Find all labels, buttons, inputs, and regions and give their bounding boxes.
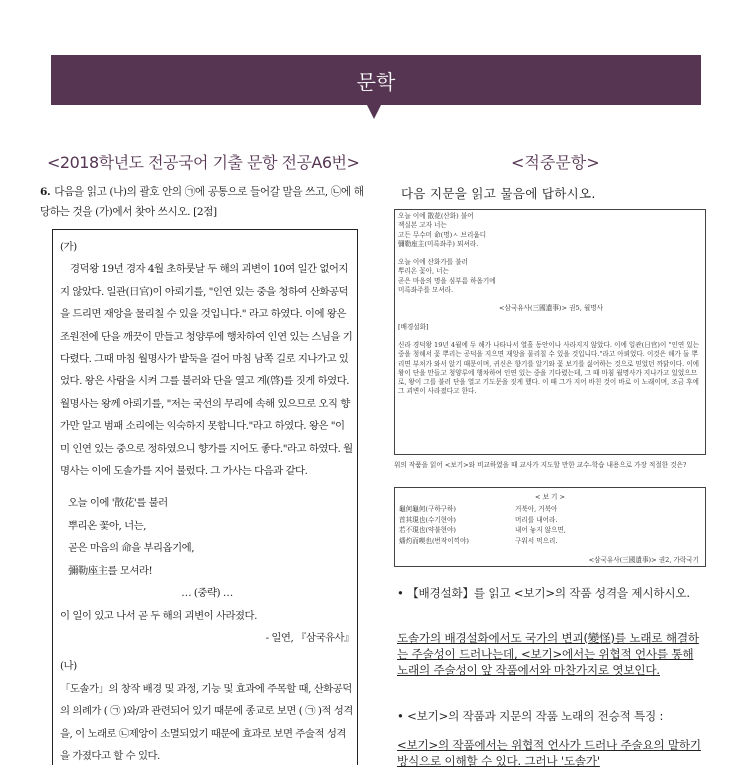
bogi-line: 若不現也(약불현야) (399, 526, 456, 534)
passage-ga-source: - 일연, 『삼국유사』 (265, 631, 354, 644)
passage-ga-paragraph: 경덕왕 19년 경자 4월 초하룻날 두 해의 괴변이 10여 일간 없어지지 않았다. 일관(日官)이 아뢰기를, "인연 있는 중을 청하여 산화공덕을 드리면 재앙을 물리칠 수 있을 것입니다." 라고 하였다. 이에 왕은 조원전에 단을 깨끗이 만들고 청양루에 행차하여 인연 있는 스님을 기다렸다. 그때 마침 월명사가 밭둑을 걸어 마침 남쪽 길로 지나가고 있었다. 왕은 사람을 시켜 그를 불러와 단을 열고 계(啓)를 짓게 하였다. 월명사는 왕께 아뢰기를, "저는 국선의 무리에 속해 있으므로 오직 향가만 알고 범패 소리에는 익숙하지 못합니다."라고 하였다. 왕은 "이미 인연 있는 중으로 정하였으니 향가를 지어도 좋다."라고 하였다. 월명사는 이에 도솔가를 지어 불렀다. 그 가사는 다음과 같다. (60, 263, 353, 478)
passage-na-label: (나) (60, 660, 77, 673)
passage-ga-label: (가) (60, 241, 77, 253)
answer-prompt-2: • <보기>의 작품과 지문의 작품 노래의 전승적 특징 : (397, 709, 664, 723)
answer-body-2: <보기>의 작품에서는 위협적 언사가 드러나 주술요의 말하기 방식으로 이해할 수 있다. 그러나 '도솔가' (397, 738, 701, 768)
poem-line: 뿌리온 꽃아, 너는 (398, 267, 449, 276)
passage-ga-after: 이 일이 있고 나서 곧 두 해의 괴변이 사라졌다. (60, 609, 257, 622)
exam-question-heading: <2018학년도 전공국어 기출 문항 전공A6번> (47, 153, 360, 172)
bogi-line: 首其現也(수기현야) (399, 515, 456, 524)
section-banner (51, 55, 701, 105)
target-question-heading: <적중문항> (511, 153, 600, 172)
multiple-choice-question: 위의 작품을 읽어 <보기>와 비교하였을 때 교사가 지도할 만한 교수-학습 내용으로 가장 적절한 것은? (394, 461, 687, 469)
poem-line: 곧은 마음의 命을 부리옵기에, (68, 542, 195, 555)
bogi-original (399, 504, 469, 546)
question-number: 6. (40, 186, 51, 198)
bogi-line: 내어 놓지 않으면, (515, 526, 566, 534)
poem-line: 곧은 마음의 명을 심부름 하옵기에 (398, 276, 496, 285)
poem-source: <삼국유사(三國遺事)> 권5, 월명사 (498, 304, 603, 313)
poem-line: 잭실본 고자 너는 (398, 221, 447, 230)
bogi-line: 구워서 먹으리. (515, 536, 558, 545)
bogi-line: 燔灼而喫也(번작이끽야) (399, 536, 469, 545)
passage-content (60, 236, 354, 767)
instruction-text: 다음 지문을 읽고 물음에 답하시오. (401, 186, 596, 201)
passage-na-text: 「도솔가」의 창작 배경 및 과정, 기능 및 효과에 주목할 때, 산화공덕의 의례가 ( ㉠ )와/과 관련되어 있기 때문에 종교로 보면 ( ㉠ )적 성격을, 이 노래로 ㉡제앙이 소멸되었기 때문에 효과로 보면 주술적 성격을 가졌다고 할 수 있다. (60, 682, 353, 762)
bogi-translation (515, 504, 566, 546)
source-text-content (398, 212, 704, 397)
bogi-line: 龜何龜何(구하구하) (399, 505, 456, 513)
hyangga-poem (60, 492, 354, 582)
poem-line: 미륵좌주를 모셔라. (398, 286, 454, 295)
poem-line: 오늘 이에 산화가를 불러 (398, 258, 468, 267)
question-prompt (40, 182, 365, 222)
bogi-box (394, 487, 706, 567)
question-text: 다음을 읽고 (나)의 괄호 안의 ㉠에 공통으로 들어갈 말을 쓰고, ㉡에 해당하는 것을 (가)에서 찾아 쓰시오. [2점] (40, 186, 364, 218)
bogi-line: 거북아, 거북아 (515, 505, 558, 513)
bogi-line: 머리를 내어라. (515, 515, 558, 524)
background-label: [배경설화] (398, 322, 429, 331)
poem-line: 彌勒座主를 모셔라! (68, 564, 153, 577)
banner-pointer (367, 105, 381, 119)
omission-mark: … (중략) … (181, 587, 233, 600)
poem-line: 뿌리온 꽃아, 너는, (68, 519, 146, 532)
answer-prompt-1: • 【배경설화】를 읽고 <보기>의 작품 성격을 제시하시오. (397, 586, 690, 600)
bogi-source: <삼국유사(三國遺事)> 권2, 가락국기 (588, 556, 699, 564)
banner-title: 문학 (356, 69, 396, 94)
poem-line: 彌勒座主(미륵좌주) 뫼셔라. (398, 239, 479, 248)
background-story: 신라 경덕왕 19년 4월에 두 해가 나타나서 열흘 동안이나 사라지지 않았다. 이에 일관(日官)이 "인연 있는 중을 청해서 꽃 뿌리는 공덕을 지으면 재앙을 물리칠 수 있을 것입니다."라고 아뢰었다. 이것은 해가 둘 뿌리면 부처가 와서 앉기 때문이며, 귀신은 향기를 알기와 꽃 보기를 싫어하는 것으로 믿었던 까닭이다. 이에 왕이 단을 만들고 청양루에 행차하여 인연 있는 중을 기다렸는데, 그 때 마침 월명사가 지나가고 있었으므로, 왕이 그를 불러 단을 열고 기도문을 짓게 했다. 이 때 그가 지어 바친 것이 바로 이 노래이며, 조금 후에 그 괴변이 사라졌다고 한다. (398, 340, 700, 396)
poem-line: 오늘 이에 '散花'를 불러 (68, 497, 168, 510)
poem-line: 고든 무수미 命(명)ㅅ 브리웁디 (398, 230, 487, 239)
bogi-title: < 보 기 > (534, 493, 566, 501)
poem-line: 오늘 이에 散花(산화) 불어 (398, 212, 474, 220)
answer-body-1: 도솔가의 배경설화에서도 국가의 변괴(變怪)를 노래로 해결하는 주술성이 드러나는데, <보기>에서는 위협적 언사를 통해 노래의 주술성이 앞 작품에서와 마찬가지로 엿보인다. (397, 631, 699, 677)
